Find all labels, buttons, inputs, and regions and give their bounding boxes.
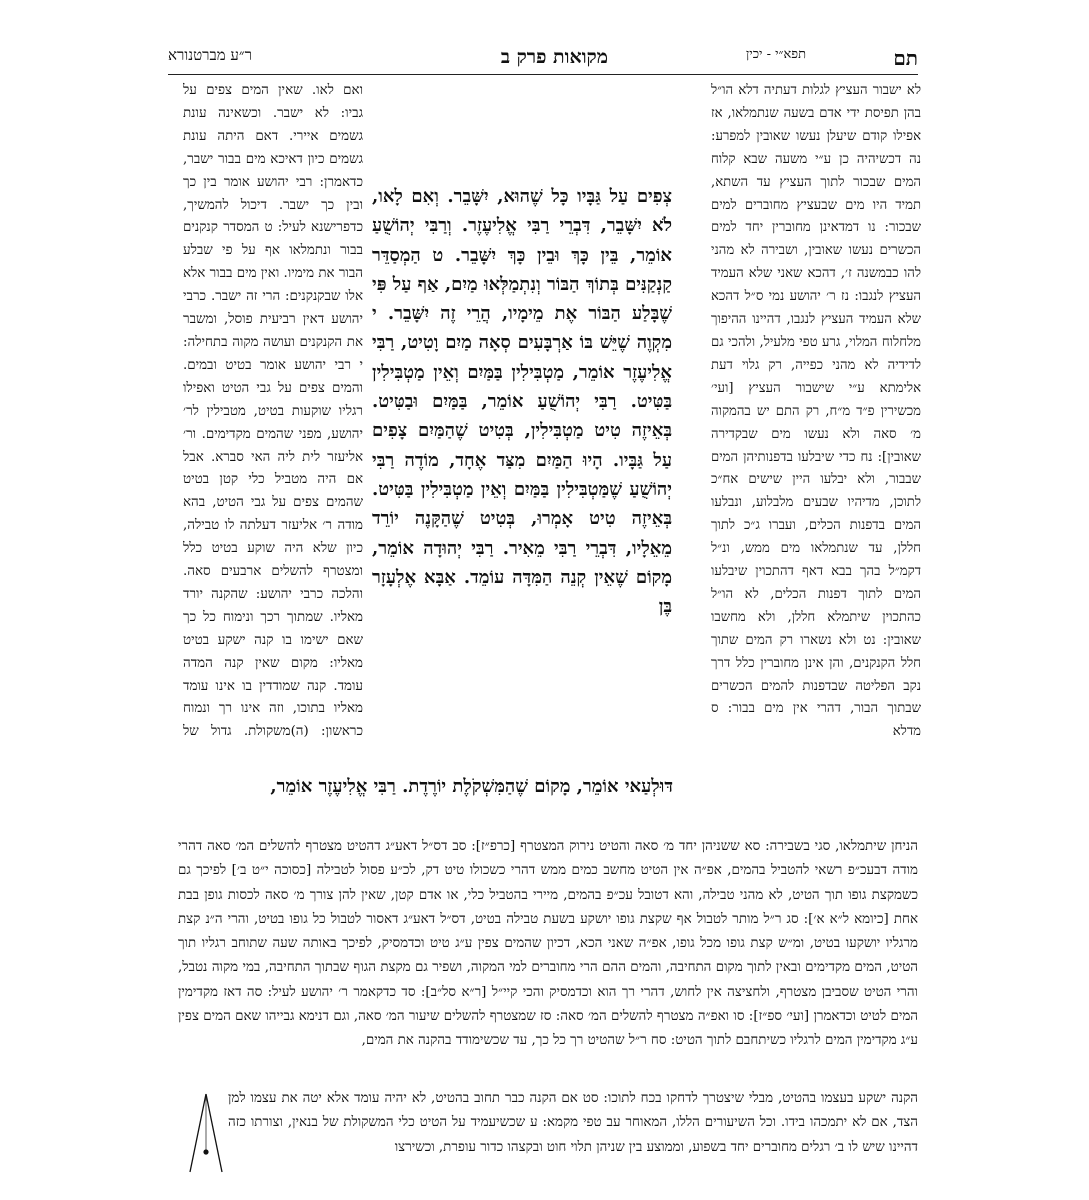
header-range: תפא״י - יכין <box>745 47 806 62</box>
tifereth-text: לא ישבור העציץ לגלות דעתיה דלא הו״ל בהן תפיסת ידי אדם בשעה שנתמלאו, אז אפילו קודם שיעלן נעשו שאובין למפרע: נה דכשיהיה כן ע״י משעה שבא קלוח המים שבכור לתוך העציץ עד השתא, תמיד היו מים שבעציץ מחוברים למים שבכור: נו דמדאינן מחוברין יחד למים הכשרים נעשו שאובין, ושבירה לא מהני להו כבמשנה ז׳, דהכא שאני שלא העמיד העציץ לנגבו: נז ר׳ יהושע נמי ס״ל דהכא שלא העמיד העציץ לנגבו, דהיינו ההיפוך מלחלוח המלוי, גרע טפי מלעיל, ולהכי גם לדידיה לא מהני כפייה, רק גלוי דעת אלימתא ע״י שישבור העציץ [ועי׳ מכשירין פ״ד מ״ח, רק התם יש בהמקוה מ׳ סאה ולא נעשו מים שבקדירה שאובין]: נח כדי שיבלעו בדפנותיהן המים שבבור, ולא יבלעו היין שישים אח״כ לתוכן, מדיהיו שבעים מלבלוע, ונבלעו המים בדפנות הכלים, ועברו ג״כ לתוך חללן, עד שנתמלאו מים ממש, ונ״ל דקמ״ל בהך בבא דאף דהתכוין שיבלעו המים לתוך דפנות הכלים, לא הו״ל כהתכוין שיתמלא חללן, ולא מחשבו שאובין: נט ולא נשארו רק המים שתוך חלל הקנקנים, והן אינן מחוברין כלל דרך נקב הפליטה שבדפנות להמים הכשרים שבתוך הבור, דהרי אין מים בבור: ס מדלא <box>711 83 921 740</box>
page-header <box>168 44 918 75</box>
bartenura-text: ואם לאו. שאין המים צפים על גביו: לא ישבר. וכשאינה עונת גשמים איירי. דאם היתה עונת גשמים כיון דאיכא מים בבור ישבר, כדאמרן: רבי יהושע אומר בין כך ובין כך ישבר. דיכול להמשיך, כדפרישנא לעיל: ט המסדר קנקנים בבור ונתמלאו אף על פי שבלע הבור את מימיו. ואין מים בבור אלא אלו שבקנקנים: הרי זה ישבר. כרבי יהושע דאין רביעית פוסל, ומשבר את הקנקנים ועושה מקוה בתחילה: י רבי יהושע אומר בטיט ובמים. והמים צפים על גבי הטיט ואפילו רגליו שוקעות בטיט, מטבילין לר׳ יהושע, מפני שהמים מקדימים. ור׳ אליעזר לית ליה האי סברא. אבל אם היה מטביל כלי קטן בטיט שהמים צפים על גבי הטיט, בהא מודה ר׳ אליעזר דעלתה לו טבילה, כיון שלא היה שוקע בטיט כלל ומצטרף להשלים ארבעים סאה. והלכה כרבי יהושע: שהקנה יורד מאליו. שמתוך רכך ונימוח כל כך שאם ישימו בו קנה ישקע בטיט מאליו: מקום שאין קנה המדה עומד. קנה שמודדין בו אינו עומד מאליו בתוכו, וזה אינו רך ונמוח כראשון: (ה)משקולת. גדול של <box>183 83 363 740</box>
bottom-commentary <box>178 835 918 1087</box>
mishnah-last-line: דּוּלְעַאי אוֹמֵר, מָקוֹם שֶׁהַמִּשְׁקֹלֶת יוֹרֶדֶת. רַבִּי אֱלִיעֶזֶר אוֹמֵר, <box>270 776 673 797</box>
bottom-commentary-continued <box>228 1087 918 1187</box>
tifereth-yisrael-column <box>711 80 921 832</box>
header-title: מקואות פרק ב <box>500 46 608 68</box>
header-commentary-label: ר״ע מברטנורא <box>168 46 252 64</box>
mishnah-text: צְפִים עַל גַּבָּיו כָּל שֶׁהוּא, יִשָּׁבֵר. וְאִם לָאו, לֹא יִשָּׁבֵר, דִּבְרֵי רַבִּי אֱלִיעֶזֶר. וְרַבִּי יְהוֹשֻׁעַ אוֹמֵר, בֵּין כָּךְ וּבֵין כָּךְ יִשָּׁבֵר. ט הַמְסַדֵּר קַנְקַנִּים בְּתוֹךְ הַבּוֹר וְנִתְמַלְּאוּ מַיִם, אַף עַל פִּי שֶׁבָּלַע הַבּוֹר אֶת מֵימָיו, הֲרֵי זֶה יִשָּׁבֵר. י מִקְוֶה שֶׁיֵּשׁ בּוֹ אַרְבָּעִים סְאָה מַיִם וָטִיט, רַבִּי אֱלִיעֶזֶר אוֹמֵר, מַטְבִּילִין בַּמַּיִם וְאֵין מַטְבִּילִין בַּטִּיט. רַבִּי יְהוֹשֻׁעַ אוֹמֵר, בַּמַּיִם וּבַטִּיט. בְּאֵיזֶה טִיט מַטְבִּילִין, בְּטִיט שֶׁהַמַּיִם צָפִים עַל גַּבָּיו. הָיוּ הַמַּיִם מִצַּד אֶחָד, מוֹדֶה רַבִּי יְהוֹשֻׁעַ שֶׁמַּטְבִּילִין בַּמַּיִם וְאֵין מַטְבִּילִין בַּטִּיט. בְּאֵיזֶה טִיט אָמְרוּ, בְּטִיט שֶׁהַקָּנֶה יוֹרֵד מֵאֵלָיו, דִּבְרֵי רַבִּי מֵאִיר. רַבִּי יְהוּדָה אוֹמֵר, מָקוֹם שֶׁאֵין קְנֵה הַמִּדָּה עוֹמֵד. אַבָּא אֶלְעָזָר בֶּן <box>372 186 672 618</box>
bottom-commentary-text: הניחן שיתמלאו, סגי בשבירה: סא ששניהן יחד מ׳ סאה והטיט נירוק המצטרף [כרפ״ז]: סב דס״ל דאע״ג דהטיט מצטרף להשלים המ׳ סאה דהרי מודה דבעכ״פ רשאי להטביל בהמים, אפ״ה אין הטיט מחשב כמים ממש דהרי כשכולו טיט דק, לכ״ע פסול לטבילה [כסוכה י״ט ב׳] לפיכך גם כשמקצת גופו תוך הטיט, לא מהני טבילה, והא דטובל עכ״פ בהמים, מיירי בהטביל כלי, או אדם קטן, שאין להן צורך מ׳ סאה לכסות גופן בבת אחת [כיומא ל״א א׳]: סג ר״ל מותר לטבול אף שקצת גופו יושקע בשעת טבילה בטיט, דס״ל דאע״ג דאסור לטבול כל גופו בטיט, והרי ה״נ קצת מרגליו יושקעו בטיט, ומ״ש קצת גופו מכל גופו, אפ״ה שאני הכא, דכיון שהמים צפין ע״ג טיט וכדמסיק, לפיכך באותה שעה שתוחב רגליו תוך הטיט, המים מקדימים ובאין לתוך מקום התחיבה, והמים ההם הרי מחוברים למי המקוה, ושפיר גם מקצת הגוף שבתוך התחיבה, במי מקוה נטבל, והרי הטיט שסביבן מצטרף, ולחציצה אין לחוש, דהרי רך הוא וכדמסיק והכי קיי״ל [ר״א סל״ב]: סד כדקאמר ר׳ יהושע לעיל: סה דאז מקדימין המים לטיט וכדאמרן [ועי׳ ספ״ז]: סו ואפ״ה מצטרף להשלים המ׳ סאה: סז שמצטרף להשלים שיעור המ׳ סאה, וגם דנימא גבייהו שאם המים צפין ע״ג מקדימין המים לרגליו כשיתחבם לתוך הטיט: סח ר״ל שהטיט רך כל כך, עד שכשימודד בהקנה את המים, <box>178 839 918 1049</box>
mishnah-column <box>372 182 672 770</box>
bottom-commentary-text-2: הקנה ישקע בעצמו בהטיט, מבלי שיצטרך לדחקו בכח לתוכו: סט אם הקנה כבר תחוב בהטיט, לא יהיה עומד אלא יטה את עצמו למן הצד, אם לא יתמכהו בידו. וכל השיעורים הללו, המאוחר עב טפי מקמא: ע שכשיעמיד על הטיט כלי המשקולת של בנאין, וצורתו כזה דהיינו שיש לו ב׳ רגלים מחוברים יחד בשפוע, וממוצע בין שניהן תלוי חוט ובקצהו כדור עופרת, וכשירצו <box>228 1091 918 1155</box>
page-number: תם <box>893 46 918 70</box>
plumb-line-illustration <box>186 1090 226 1180</box>
bartenura-column <box>183 80 363 740</box>
